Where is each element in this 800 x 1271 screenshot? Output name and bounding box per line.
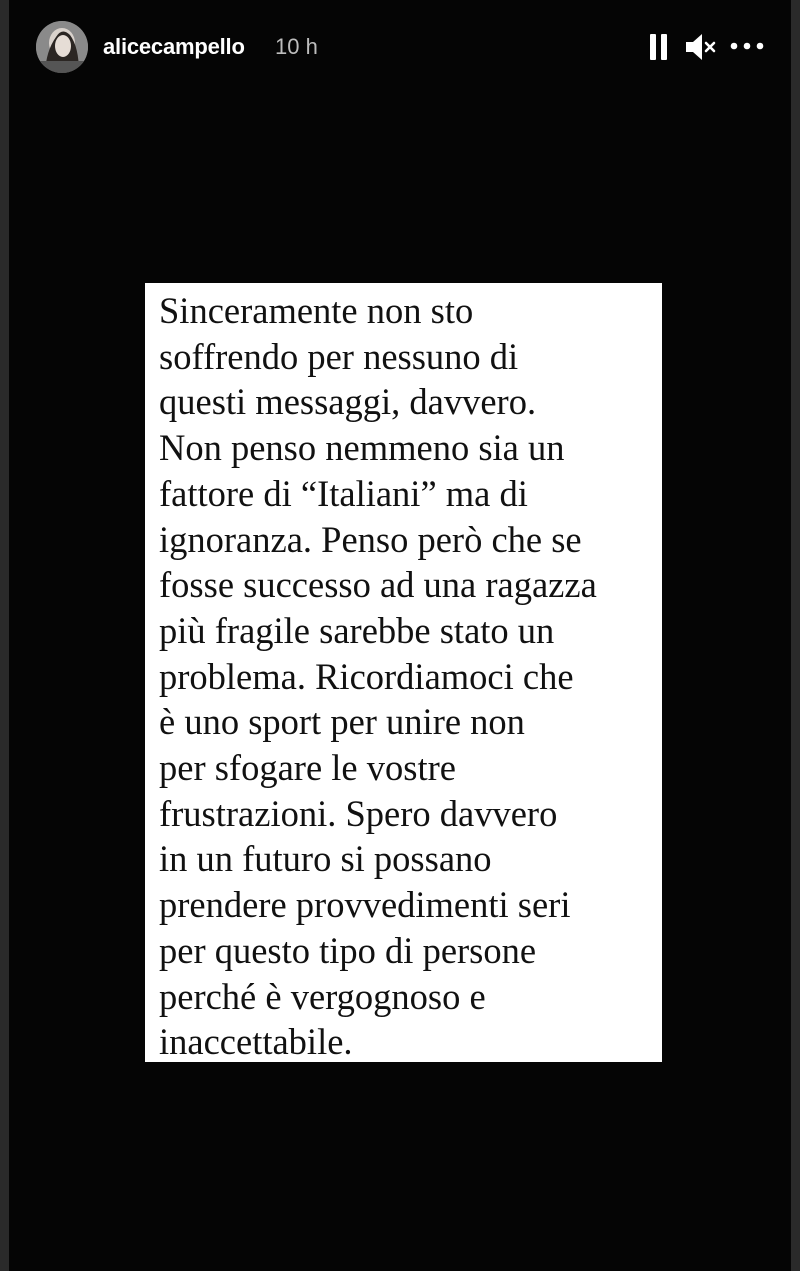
mute-button[interactable] — [684, 30, 718, 64]
story-text-card — [145, 283, 662, 1062]
speaker-muted-icon — [684, 30, 718, 64]
more-options-icon — [727, 36, 767, 56]
card-text-line: ignoranza. Penso però che se — [159, 518, 582, 560]
card-text-line: più fragile sarebbe stato un — [159, 609, 555, 651]
card-text-line: inaccettabile. — [159, 1021, 353, 1063]
username[interactable]: alicecampello — [103, 34, 245, 59]
card-text-line: fattore di “Italiani” ma di — [159, 472, 528, 514]
card-text-line: problema. Ricordiamoci che — [159, 655, 574, 697]
card-text-line: frustrazioni. Spero davvero — [159, 792, 558, 834]
card-text-line: soffrendo per nessuno di — [159, 335, 519, 377]
card-text-line: è uno sport per unire non — [159, 701, 525, 743]
card-text-line: Sinceramente non sto — [159, 290, 474, 331]
more-options-button[interactable] — [727, 36, 767, 56]
card-text-line: perché è vergognoso e — [159, 975, 486, 1017]
card-text-line: prendere provvedimenti seri — [159, 884, 571, 926]
card-text-line: in un futuro si possano — [159, 838, 492, 880]
card-text-line: fosse successo ad una ragazza — [159, 564, 597, 606]
left-edge-strip — [0, 0, 9, 1271]
avatar-image — [36, 21, 88, 73]
card-text-line: Non penso nemmeno sia un — [159, 427, 565, 469]
pause-button[interactable] — [646, 32, 672, 62]
card-text-line: per questo tipo di persone — [159, 929, 537, 971]
story-header — [0, 0, 800, 96]
profile-avatar[interactable] — [36, 21, 88, 73]
post-time: 10 h — [275, 34, 318, 59]
card-text-line: questi messaggi, davvero. — [159, 381, 537, 423]
card-text-line: per sfogare le vostre — [159, 747, 456, 789]
right-edge-strip — [791, 0, 800, 1271]
pause-icon — [646, 32, 672, 62]
